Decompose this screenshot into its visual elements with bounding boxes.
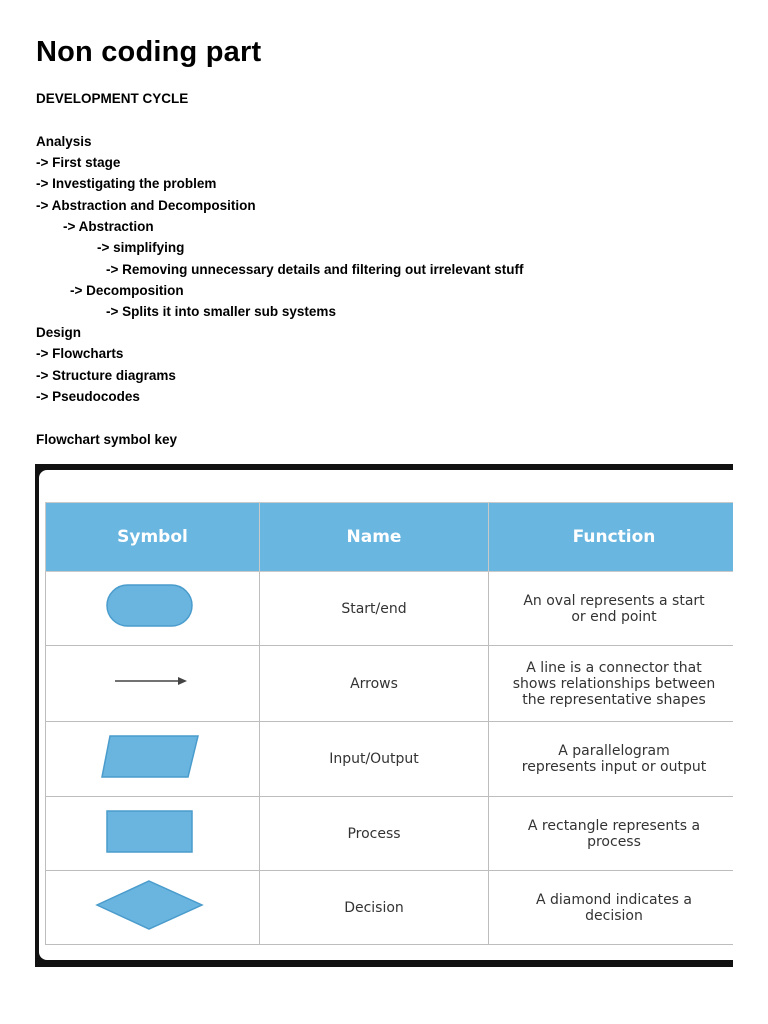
symbol-key-panel — [39, 470, 733, 960]
table-row — [46, 871, 734, 945]
list-item: -> Splits it into smaller sub systems — [106, 304, 336, 319]
oval-shape — [46, 572, 259, 641]
flowchart-symbol-table — [45, 502, 733, 945]
list-item: -> Investigating the problem — [36, 176, 217, 191]
name-cell: Start/end — [260, 572, 489, 646]
function-cell: An oval represents a start or end point — [489, 572, 734, 646]
list-item: -> simplifying — [97, 240, 185, 255]
diamond-shape — [46, 871, 259, 940]
symbol-cell — [46, 797, 260, 871]
name-cell: Decision — [260, 871, 489, 945]
symbol-cell — [46, 722, 260, 797]
list-item: -> Structure diagrams — [36, 368, 176, 383]
column-header-name: Name — [260, 503, 489, 572]
list-item: -> Pseudocodes — [36, 389, 140, 404]
name-cell: Arrows — [260, 646, 489, 722]
page-title: Non coding part — [36, 36, 262, 68]
list-item: -> Decomposition — [70, 283, 184, 298]
list-item: -> Removing unnecessary details and filtering out irrelevant stuff — [106, 262, 524, 277]
table-header-row — [46, 503, 734, 572]
list-item: Design — [36, 325, 82, 340]
name-cell: Input/Output — [260, 722, 489, 797]
list-item: -> First stage — [36, 155, 121, 170]
section-heading: Flowchart symbol key — [36, 432, 178, 447]
symbol-key-image-frame — [35, 464, 733, 967]
name-cell: Process — [260, 797, 489, 871]
section-heading: DEVELOPMENT CYCLE — [36, 91, 189, 106]
list-item: -> Abstraction — [63, 219, 154, 234]
symbol-cell — [46, 646, 260, 722]
column-header-symbol: Symbol — [46, 503, 260, 572]
table-row — [46, 797, 734, 871]
list-item: Analysis — [36, 134, 92, 149]
list-item: -> Abstraction and Decomposition — [36, 198, 256, 213]
arrow-shape — [46, 646, 259, 717]
function-cell: A line is a connector that shows relationships between the representative shapes — [489, 646, 734, 722]
table-row — [46, 572, 734, 646]
symbol-cell — [46, 871, 260, 945]
function-cell: A parallelogram represents input or output — [489, 722, 734, 797]
symbol-cell — [46, 572, 260, 646]
list-item: -> Flowcharts — [36, 346, 124, 361]
table-row — [46, 646, 734, 722]
function-cell: A rectangle represents a process — [489, 797, 734, 871]
table-row — [46, 722, 734, 797]
rectangle-shape — [46, 797, 259, 866]
parallelogram-shape — [46, 722, 259, 792]
function-cell: A diamond indicates a decision — [489, 871, 734, 945]
column-header-function: Function — [489, 503, 734, 572]
